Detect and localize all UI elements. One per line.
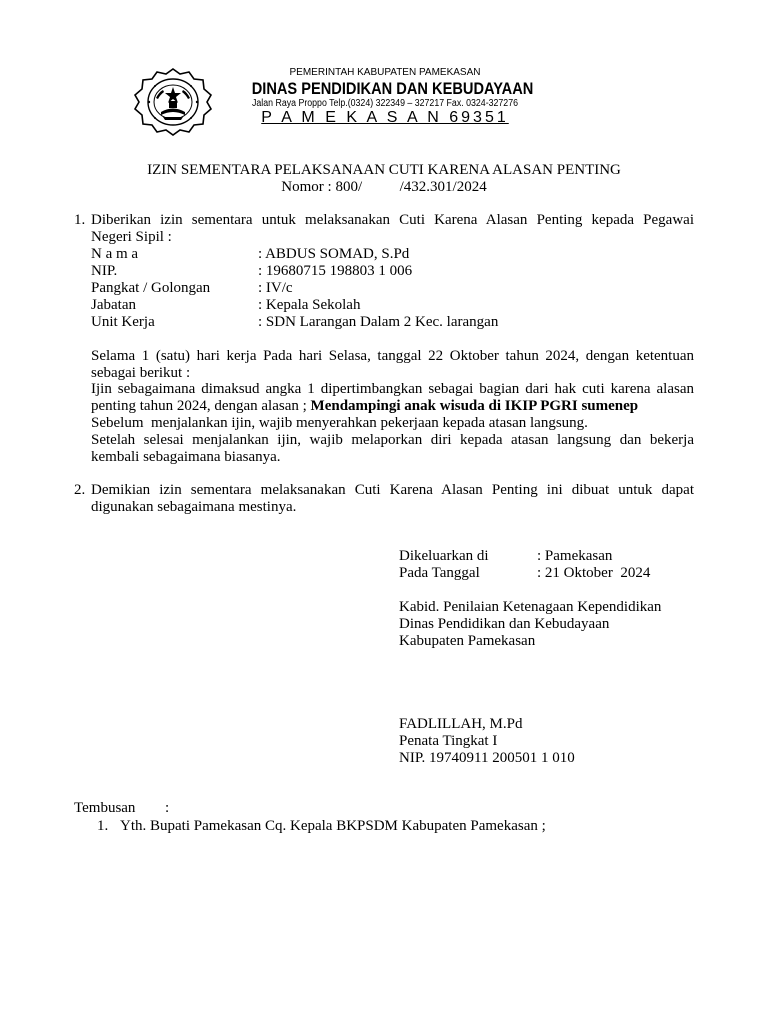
handover-paragraph: Sebelum menjalankan ijin, wajib menyerahkan pekerjaan kepada atasan langsung. bbox=[91, 415, 588, 431]
document-number: Nomor : 800/ /432.301/2024 bbox=[281, 179, 487, 195]
leave-period-paragraph: Selama 1 (satu) hari kerja Pada hari Selasa, tanggal 22 Oktober tahun 2024, dengan ketentuan bbox=[91, 348, 694, 364]
item-2-marker: 2. bbox=[74, 482, 86, 498]
field-label: Unit Kerja bbox=[91, 314, 155, 330]
field-label: Jabatan bbox=[91, 297, 136, 313]
signatory-nip: NIP. 19740911 200501 1 010 bbox=[399, 750, 575, 766]
signatory-rank: Penata Tingkat I bbox=[399, 733, 498, 749]
issued-place-label: Dikeluarkan di bbox=[399, 548, 489, 564]
agency-city: P A M E K A S A N 69351 bbox=[261, 109, 509, 126]
letterhead bbox=[230, 66, 540, 132]
field-label: Pangkat / Golongan bbox=[91, 280, 211, 296]
agency-address: Jalan Raya Proppo Telp.(0324) 322349 – 327217 Fax. 0324-327276 bbox=[251, 98, 518, 109]
leave-period-paragraph: sebagai berikut : bbox=[91, 365, 191, 381]
signatory-position: Kabid. Penilaian Ketenagaan Kependidikan bbox=[399, 599, 662, 615]
item-1-intro-line: Diberikan izin sementara untuk melaksanakan Cuti Karena Alasan Penting kepada Pegawai bbox=[91, 212, 694, 228]
regency-emblem-icon bbox=[133, 68, 213, 136]
field-value: : Kepala Sekolah bbox=[258, 297, 361, 313]
leave-reason-paragraph: Ijin sebagaimana dimaksud angka 1 dipertimbangkan sebagai bagian dari hak cuti karena alasan bbox=[91, 381, 694, 397]
cc-item-number: 1. bbox=[97, 818, 109, 834]
closing-paragraph: Demikian izin sementara melaksanakan Cuti Karena Alasan Penting ini dibuat untuk dapat bbox=[91, 482, 694, 498]
return-paragraph: kembali sebagaimana biasanya. bbox=[91, 449, 281, 465]
signatory-name: FADLILLAH, M.Pd bbox=[399, 716, 523, 732]
signatory-position: Dinas Pendidikan dan Kebudayaan bbox=[399, 616, 610, 632]
government-name: PEMERINTAH KABUPATEN PAMEKASAN bbox=[289, 67, 481, 78]
document-title: IZIN SEMENTARA PELAKSANAAN CUTI KARENA ALASAN PENTING bbox=[147, 162, 621, 178]
issued-date-label: Pada Tanggal bbox=[399, 565, 480, 581]
field-value: : ABDUS SOMAD, S.Pd bbox=[258, 246, 410, 262]
issued-date-value: : 21 Oktober 2024 bbox=[537, 565, 651, 581]
leave-reason: Mendampingi anak wisuda di IKIP PGRI sumenep bbox=[310, 398, 639, 414]
field-label: N a m a bbox=[91, 246, 139, 262]
issued-place-value: : Pamekasan bbox=[537, 548, 613, 564]
item-1-intro-line: Negeri Sipil : bbox=[91, 229, 172, 245]
field-value: : SDN Larangan Dalam 2 Kec. larangan bbox=[258, 314, 499, 330]
cc-label: Tembusan bbox=[74, 800, 136, 816]
field-value: : IV/c bbox=[258, 280, 293, 296]
reason-prefix: penting tahun 2024, dengan alasan ; bbox=[91, 398, 311, 414]
cc-item: Yth. Bupati Pamekasan Cq. Kepala BKPSDM Kabupaten Pamekasan ; bbox=[120, 818, 546, 834]
return-paragraph: Setelah selesai menjalankan ijin, wajib melaporkan diri kepada atasan langsung dan bekerja bbox=[91, 432, 694, 448]
closing-paragraph: digunakan sebagaimana mestinya. bbox=[91, 499, 297, 515]
leave-reason-paragraph bbox=[91, 398, 638, 415]
agency-name: DINAS PENDIDIKAN DAN KEBUDAYAAN bbox=[251, 79, 534, 98]
signatory-position: Kabupaten Pamekasan bbox=[399, 633, 536, 649]
cc-colon: : bbox=[165, 800, 170, 816]
field-value: : 19680715 198803 1 006 bbox=[258, 263, 413, 279]
field-label: NIP. bbox=[91, 263, 118, 279]
item-1-marker: 1. bbox=[74, 212, 86, 228]
